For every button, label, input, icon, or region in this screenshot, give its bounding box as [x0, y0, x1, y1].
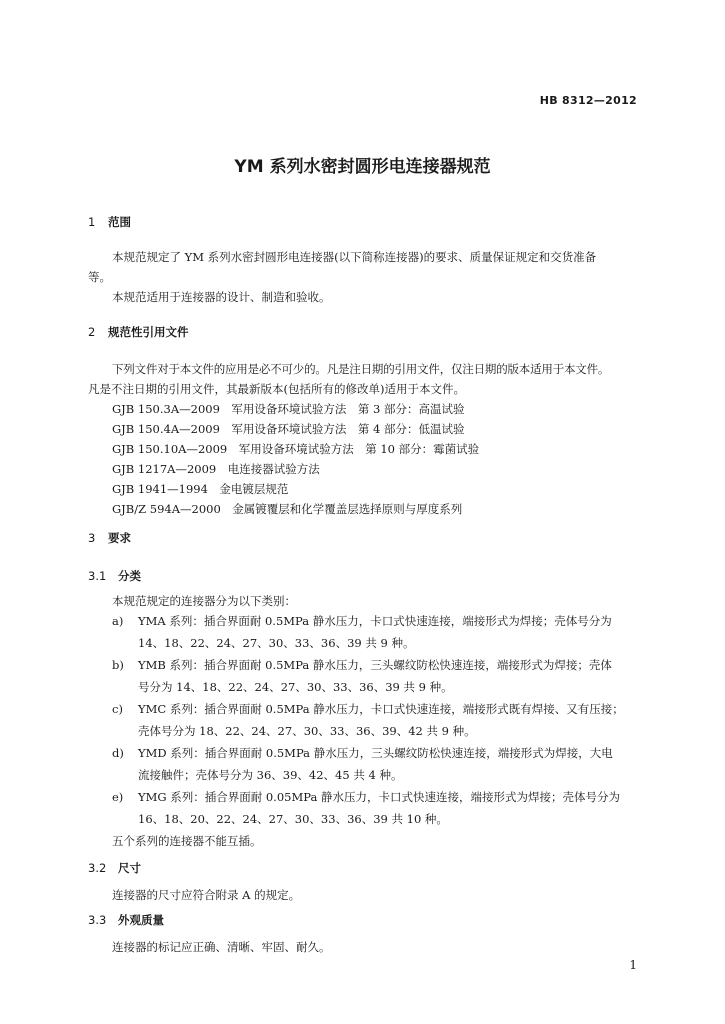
paragraph: 本规范规定的连接器分为以下类别： [112, 594, 296, 608]
subsection-3-3-heading [88, 912, 164, 928]
list-marker: d) [112, 746, 124, 760]
subsection-title: 外观质量 [118, 913, 164, 927]
paragraph-continuation: 等。 [88, 270, 111, 284]
list-item [112, 654, 642, 698]
list-item-line: 16、18、20、22、24、27、30、33、36、39 共 10 种。 [138, 812, 448, 826]
reference-item: GJB 1217A—2009 电连接器试验方法 [112, 462, 320, 476]
subsection-3-1-heading [88, 568, 141, 584]
list-item [112, 786, 642, 830]
reference-item: GJB 1941—1994 金电镀层规范 [112, 482, 289, 496]
list-item-line: 14、18、22、24、27、30、33、36、39 共 9 种。 [138, 636, 415, 650]
section-number: 3 [88, 531, 96, 545]
section-title: 规范性引用文件 [108, 325, 189, 339]
paragraph: 五个系列的连接器不能互插。 [112, 834, 262, 848]
list-item-line: YMB 系列：插合界面耐 0.5MPa 静水压力，三头螺纹防松快速连接，端接形式为焊接；壳体 [138, 658, 612, 672]
section-3-heading [88, 530, 131, 546]
subsection-number: 3.2 [88, 861, 107, 875]
list-marker: a) [112, 614, 124, 628]
list-item-line: YMC 系列：插合界面耐 0.5MPa 静水压力，卡口式快速连接，端接形式既有焊接、又有压接； [138, 702, 624, 716]
list-marker: c) [112, 702, 123, 716]
paragraph: 本规范适用于连接器的设计、制造和验收。 [112, 290, 331, 304]
paragraph: 连接器的标记应正确、清晰、牢固、耐久。 [112, 940, 331, 954]
subsection-3-2-heading [88, 860, 141, 876]
standard-code: HB 8312—2012 [539, 94, 637, 107]
subsection-number: 3.3 [88, 913, 107, 927]
section-1-heading [88, 214, 131, 230]
page-number: 1 [629, 958, 637, 972]
document-title: YM 系列水密封圆形电连接器规范 [234, 157, 491, 177]
section-2-heading [88, 324, 189, 340]
list-item [112, 698, 642, 742]
list-marker: b) [112, 658, 124, 672]
paragraph: 连接器的尺寸应符合附录 A 的规定。 [112, 888, 301, 902]
section-number: 1 [88, 215, 96, 229]
section-title: 要求 [108, 531, 131, 545]
section-title: 范围 [108, 215, 131, 229]
reference-item: GJB 150.4A—2009 军用设备环境试验方法 第 4 部分：低温试验 [112, 422, 465, 436]
list-item-line: YMG 系列：插合界面耐 0.05MPa 静水压力，卡口式快速连接，端接形式为焊接；壳体号分为 [138, 790, 620, 804]
reference-item: GJB/Z 594A—2000 金属镀覆层和化学覆盖层选择原则与厚度系列 [112, 502, 463, 516]
list-item-line: 流接触件；壳体号分为 36、39、42、45 共 4 种。 [138, 768, 403, 782]
section-number: 2 [88, 325, 96, 339]
list-item-line: YMA 系列：插合界面耐 0.5MPa 静水压力，卡口式快速连接，端接形式为焊接；壳体号分为 [138, 614, 612, 628]
reference-item: GJB 150.10A—2009 军用设备环境试验方法 第 10 部分：霉菌试验 [112, 442, 480, 456]
subsection-title: 尺寸 [118, 861, 141, 875]
paragraph: 下列文件对于本文件的应用是必不可少的。凡是注日期的引用文件，仅注日期的版本适用于本文件。 [112, 362, 610, 376]
list-item [112, 610, 642, 654]
subsection-title: 分类 [118, 569, 141, 583]
list-item-line: 号分为 14、18、22、24、27、30、33、36、39 共 9 种。 [138, 680, 453, 694]
list-marker: e) [112, 790, 124, 804]
paragraph: 本规范规定了 YM 系列水密封圆形电连接器(以下简称连接器)的要求、质量保证规定和交货准备 [112, 250, 597, 264]
list-item-line: YMD 系列：插合界面耐 0.5MPa 静水压力，三头螺纹防松快速连接，端接形式为焊接，大电 [138, 746, 613, 760]
list-item-line: 壳体号分为 18、22、24、27、30、33、36、39、42 共 9 种。 [138, 724, 476, 738]
list-item [112, 742, 642, 786]
subsection-number: 3.1 [88, 569, 107, 583]
reference-item: GJB 150.3A—2009 军用设备环境试验方法 第 3 部分：高温试验 [112, 402, 465, 416]
paragraph-continuation: 凡是不注日期的引用文件，其最新版本(包括所有的修改单)适用于本文件。 [88, 382, 465, 396]
